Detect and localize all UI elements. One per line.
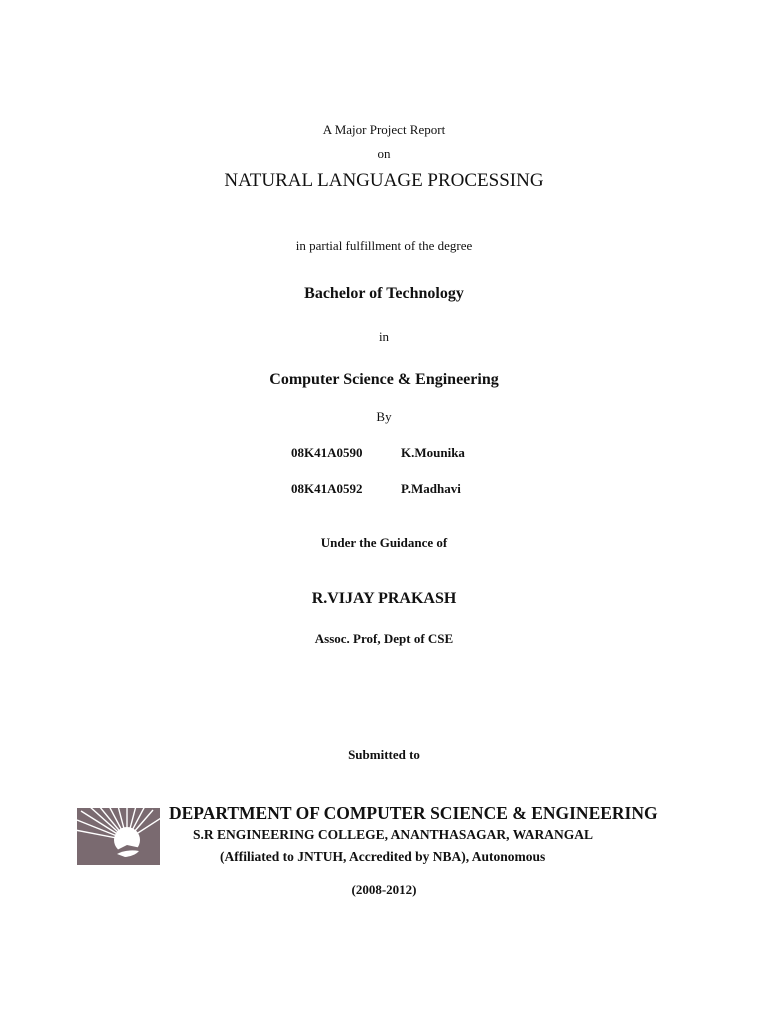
student-name: P.Madhavi (401, 481, 461, 496)
on-label: on (377, 146, 391, 161)
affiliation-text: (Affiliated to JNTUH, Accredited by NBA), Autonomous (220, 849, 546, 864)
guide-designation: Assoc. Prof, Dept of CSE (314, 631, 454, 646)
guide-name: R.VIJAY PRAKASH (311, 590, 457, 607)
guidance-label: Under the Guidance of (320, 535, 448, 550)
student-roll: 08K41A0590 (291, 445, 363, 460)
fulfillment-text: in partial fulfillment of the degree (295, 238, 473, 253)
report-type: A Major Project Report (322, 122, 446, 137)
department-title: DEPARTMENT OF COMPUTER SCIENCE & ENGINEERING (169, 803, 658, 823)
project-title: NATURAL LANGUAGE PROCESSING (224, 170, 544, 191)
by-label: By (376, 409, 392, 424)
student-name: K.Mounika (401, 445, 465, 460)
college-name: S.R ENGINEERING COLLEGE, ANANTHASAGAR, WARANGAL (193, 827, 593, 842)
academic-years: (2008-2012) (351, 882, 417, 897)
student-row (291, 446, 465, 459)
submitted-to-label: Submitted to (348, 747, 420, 762)
in-label: in (378, 329, 390, 344)
student-row (291, 482, 461, 495)
degree-name: Bachelor of Technology (304, 285, 464, 302)
branch-name: Computer Science & Engineering (269, 371, 499, 388)
college-logo-icon (77, 808, 160, 865)
student-roll: 08K41A0592 (291, 481, 363, 496)
